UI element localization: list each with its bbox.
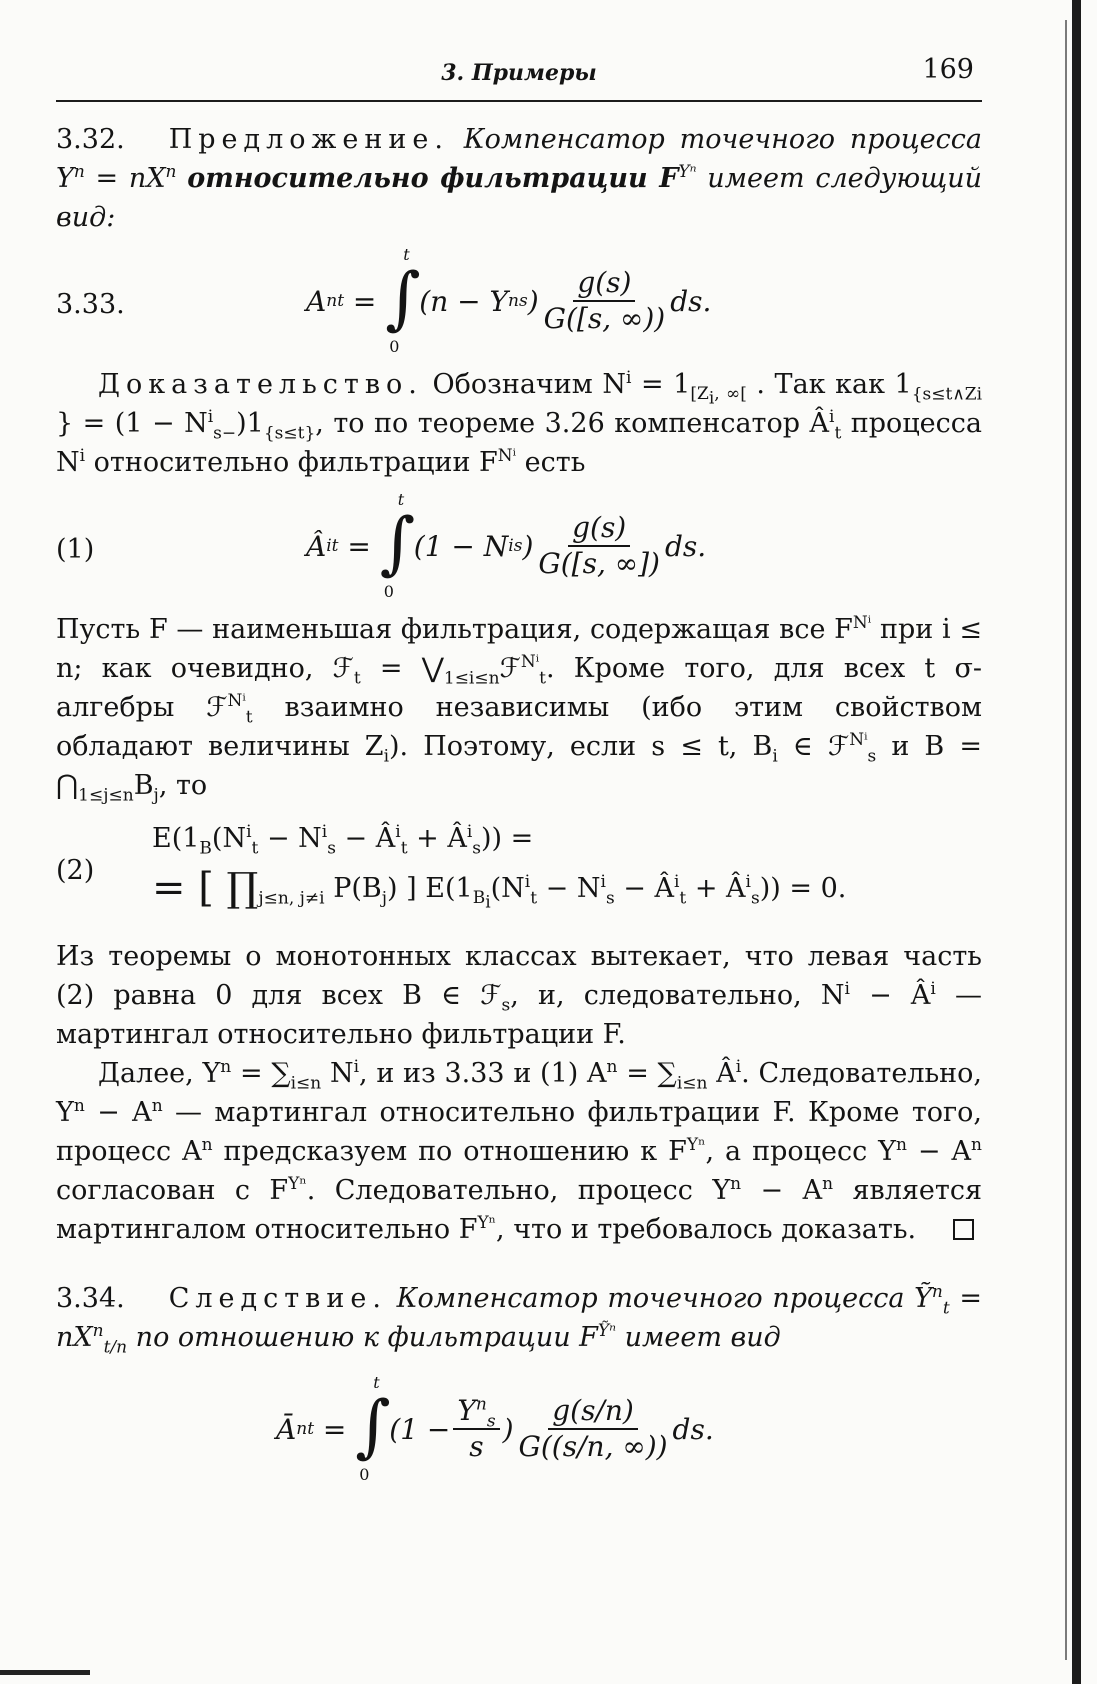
section-title: 3. Примеры <box>441 60 597 86</box>
equation-line-1: $E(1_B(N^i_t - N^i_s$ − $Â^i_t$ + $Â^i_s$)) = <box>152 822 534 859</box>
equation-body: Â i t = t ∫ 0 (1 − N i s ) $\frac{g(s)}{G([s, \infty])}$ ds. <box>306 490 707 601</box>
equation-label: 3.33. <box>56 289 125 320</box>
page-edge-shadow <box>1072 0 1081 1684</box>
paragraph-filtration: Пусть F — наименьшая фильтрация, содержащая все $F^{N^i}$ при i ≤ n; как очевидно, ℱ$_t$ = $⋁_{1\le i\le n}ℱ^{N^i}_t$. Кроме того, для всех t σ-алгебры ℱ$^{N^i}_t$ взаимно независимы (ибо этим свойством обладают величины $Z_i$). Поэтому, если s ≤ t, $B_i$ ∈ ℱ$^{N^i}_s$ и $B = ⋂_{1\le j\le n}B_j$, то <box>56 613 983 806</box>
paragraph-monotone-classes: Из теоремы о монотонных классах вытекает, что левая часть (2) равна 0 для всех B ∈ ℱ$_s$, и, следовательно, $N^i$ − $Â^i$ — мартингал относительно фильтрации F. <box>56 941 982 1050</box>
corollary-number: 3.34. <box>56 1283 125 1314</box>
proof-paragraph: Доказательство. Обозначим $N^i = 1_{[Z_i, \infty[}$ . Так как $1_{\{s\le t\wedge Zi}$ } = $(1 - N^i_{s-})1_{\{s\le t\}}$, то по теореме 3.26 компенсатор $Â^i_t$ процесса $N^i$ относительно фильтрации $F^{N^i}$ есть <box>56 368 983 478</box>
corollary-text: Компенсатор точечного процесса Ỹ$^n_t$ = $nX^n_{t/n}$ по отношению к фильтрации $F^{Ỹ^n}$ имеет вид <box>56 1282 982 1358</box>
proof-heading: Доказательство. <box>98 369 423 400</box>
integral-sign: t ∫ 0 <box>379 490 416 601</box>
proposition-number: 3.32. <box>56 124 125 155</box>
paragraph-conclusion: Далее, $Y^n = \sum_{i\le n}$ $N^i$, и из 3.33 и (1) $A^n = \sum_{i\le n}$ $Â^i$. Следовательно, $Y^n - A^n$ — мартингал относительно фильтрации F. Кроме того, процесс $A^n$ предсказуем по отношению к $F^{Y^n}$, а процесс $Y^n - A^n$ согласован с $F^{Y^n}$. Следовательно, процесс $Y^n - A^n$ является мартингалом относительно $F^{Y^n}$, что и требовалось доказать. <box>56 1057 983 1245</box>
fraction: $\frac{g(s)}{G([s, \infty))}$ <box>543 266 666 335</box>
fraction: $\frac{g(s)}{G([s, \infty])}$ <box>538 511 660 580</box>
proposition-text: Компенсатор точечного процесса $Y^n = nX^n$ относительно фильтрации $F^{Y^n}$ имеет следующий вид: <box>56 124 982 233</box>
equation-3-34 <box>56 1373 982 1484</box>
inner-fraction: $\frac{Y^n_s}{s}$ <box>453 1394 499 1464</box>
corollary-3-34 <box>56 1279 982 1357</box>
integral-sign: t ∫ 0 <box>355 1373 391 1484</box>
page-edge-line <box>1065 20 1067 1660</box>
equation-line-2: = [ $\prod_{j\le n, j\ne i}$ $P(B_j)$ ] $E(1_{B_i}(N^i_t - N^i_s$ − $Â^i_t$ + $Â^i_s)) = 0$. <box>152 865 847 913</box>
running-header <box>56 40 982 102</box>
equation-body: A n t = t ∫ 0 (n − Y n s ) $\frac{g(s)}{G([s, \infty))}$ ds. <box>306 245 712 356</box>
corollary-heading: Следствие. <box>168 1283 387 1314</box>
integral-sign: t ∫ 0 <box>385 245 421 356</box>
equation-label: (1) <box>56 534 95 565</box>
bottom-scan-mark <box>0 1670 90 1675</box>
qed-square-icon <box>953 1219 974 1240</box>
page-number: 169 <box>922 54 974 85</box>
equation-3-33 <box>56 245 982 356</box>
equation-1 <box>56 490 982 601</box>
equation-body: Ā n t = t ∫ 0 (1 − $\frac{Y^n_s}{s}$ ) $\frac{g(s/n)}{G((s/n, \infty))}$ ds. <box>276 1373 714 1484</box>
equation-2 <box>56 817 982 925</box>
proposition-heading: Предложение. <box>168 124 449 155</box>
fraction: $\frac{g(s/n)}{G((s/n, \infty))}$ <box>518 1394 668 1463</box>
book-page <box>56 40 982 1493</box>
proposition-3-32 <box>56 120 982 237</box>
equation-label: (2) <box>56 855 95 886</box>
